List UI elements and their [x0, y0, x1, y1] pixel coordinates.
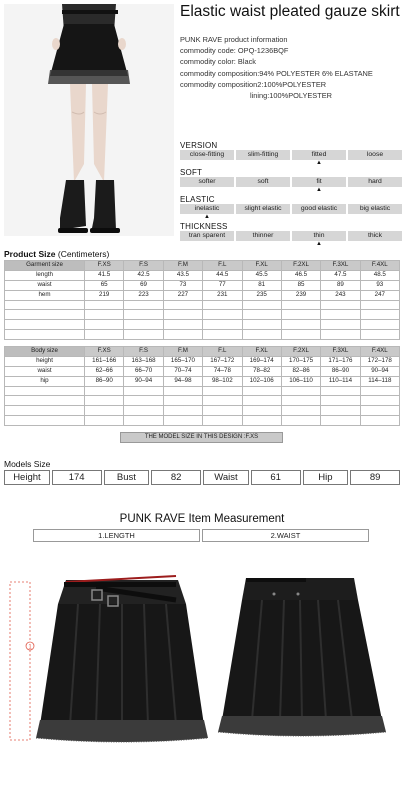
model-measure-label: Height [4, 470, 50, 485]
table-cell [5, 406, 85, 416]
table-cell [360, 300, 399, 310]
attr-marker-row [180, 214, 402, 222]
table-cell: 114–118 [360, 376, 399, 386]
table-cell [360, 310, 399, 320]
info-lining: lining:100%POLYESTER [250, 91, 333, 101]
table-row [5, 330, 400, 340]
table-header-cell: F.M [163, 261, 202, 271]
body-size-table [4, 346, 400, 426]
table-cell [124, 310, 163, 320]
garment-size-table [4, 260, 400, 340]
model-photo [4, 4, 174, 236]
table-cell: 86–90 [85, 376, 124, 386]
table-cell [85, 416, 124, 426]
table-cell: 98–102 [203, 376, 242, 386]
table-cell [163, 320, 202, 330]
product-size-unit: (Centimeters) [57, 249, 110, 259]
table-cell: 62–66 [85, 366, 124, 376]
table-row [5, 270, 400, 280]
table-row [5, 280, 400, 290]
table-row [5, 416, 400, 426]
table-cell: 170–175 [281, 356, 320, 366]
measurement-length: 1.LENGTH [33, 529, 200, 542]
table-cell [242, 386, 281, 396]
table-cell: 48.5 [360, 270, 399, 280]
table-cell [321, 300, 360, 310]
table-cell [85, 310, 124, 320]
attr-title: ELASTIC [180, 195, 215, 204]
table-cell: waist [5, 280, 85, 290]
table-cell: 41.5 [85, 270, 124, 280]
table-cell: 44.5 [203, 270, 242, 280]
table-cell [321, 310, 360, 320]
measurement-row [33, 529, 369, 542]
table-cell [321, 386, 360, 396]
table-cell [124, 330, 163, 340]
table-cell [163, 396, 202, 406]
table-cell [242, 406, 281, 416]
table-cell: 219 [85, 290, 124, 300]
table-cell [281, 300, 320, 310]
length-marker-label: 1 [28, 644, 32, 651]
attr-option: tran sparent [180, 231, 234, 241]
table-cell [281, 396, 320, 406]
attr-option: inelastic [180, 204, 234, 214]
selected-marker: ▲ [316, 187, 322, 193]
measurement-waist: 2.WAIST [202, 529, 369, 542]
table-cell: 89 [321, 280, 360, 290]
table-cell [85, 320, 124, 330]
skirt-drawings [0, 560, 404, 795]
table-row [5, 356, 400, 366]
skirt-front [36, 576, 208, 742]
attr-option: slim-fitting [236, 150, 290, 160]
table-cell [203, 330, 242, 340]
table-row [5, 310, 400, 320]
table-cell [124, 416, 163, 426]
attr-option: thick [348, 231, 402, 241]
table-cell [163, 300, 202, 310]
attr-title: SOFT [180, 168, 203, 177]
length-guide [10, 582, 30, 740]
table-cell: 235 [242, 290, 281, 300]
attr-option: soft [236, 177, 290, 187]
table-cell: 45.5 [242, 270, 281, 280]
table-cell: 47.5 [321, 270, 360, 280]
selected-marker: ▲ [204, 214, 210, 220]
table-cell [85, 406, 124, 416]
table-cell: 227 [163, 290, 202, 300]
table-cell: waist [5, 366, 85, 376]
table-cell [124, 386, 163, 396]
table-row [5, 366, 400, 376]
model-measure-value: 61 [251, 470, 301, 485]
table-cell [5, 330, 85, 340]
table-cell [360, 320, 399, 330]
table-cell: 69 [124, 280, 163, 290]
table-header-row [5, 261, 400, 271]
table-cell [203, 310, 242, 320]
table-cell: 223 [124, 290, 163, 300]
model-measure-label: Hip [303, 470, 349, 485]
table-header-cell: F.L [203, 347, 242, 357]
attr-option: slight elastic [236, 204, 290, 214]
table-cell [203, 416, 242, 426]
table-cell: 93 [360, 280, 399, 290]
table-cell: hem [5, 290, 85, 300]
table-cell [242, 310, 281, 320]
table-cell [85, 330, 124, 340]
table-row [5, 290, 400, 300]
table-cell: 90–94 [360, 366, 399, 376]
table-cell: 243 [321, 290, 360, 300]
attr-option: good elastic [292, 204, 346, 214]
table-cell [163, 386, 202, 396]
selected-marker: ▲ [316, 241, 322, 247]
table-cell [242, 416, 281, 426]
model-measure-value: 82 [151, 470, 201, 485]
table-cell [124, 300, 163, 310]
attr-option: loose [348, 150, 402, 160]
table-cell: 247 [360, 290, 399, 300]
attr-option: hard [348, 177, 402, 187]
table-cell [360, 396, 399, 406]
table-cell: 165–170 [163, 356, 202, 366]
info-color: commodity color: Black [180, 57, 256, 67]
table-cell [321, 416, 360, 426]
measurement-title: PUNK RAVE Item Measurement [119, 513, 285, 525]
product-size-label: Product Size [4, 249, 56, 259]
table-cell [281, 330, 320, 340]
attr-option: softer [180, 177, 234, 187]
table-cell [5, 310, 85, 320]
table-cell: 81 [242, 280, 281, 290]
table-header-row [5, 347, 400, 357]
table-cell [85, 386, 124, 396]
table-row [5, 300, 400, 310]
models-size-heading: Models Size [4, 459, 51, 469]
attr-options [180, 204, 402, 214]
table-header-cell: F.XS [85, 347, 124, 357]
table-row [5, 406, 400, 416]
table-cell [281, 406, 320, 416]
skirt-measurement-images [0, 560, 404, 795]
table-header-cell: F.4XL [360, 261, 399, 271]
table-cell: 46.5 [281, 270, 320, 280]
model-size-note: THE MODEL SIZE IN THIS DESIGN :F.XS [120, 432, 283, 443]
table-cell: 161–166 [85, 356, 124, 366]
table-cell [281, 310, 320, 320]
table-cell: 94–98 [163, 376, 202, 386]
info-composition2: commodity composition2:100%POLYESTER [180, 79, 327, 89]
attr-option: fitted [292, 150, 346, 160]
table-cell: 77 [203, 280, 242, 290]
table-cell [163, 310, 202, 320]
table-cell: 172–178 [360, 356, 399, 366]
table-header-cell: Body size [5, 347, 85, 357]
table-cell [5, 416, 85, 426]
table-cell: 171–176 [321, 356, 360, 366]
table-row [5, 320, 400, 330]
table-cell [203, 396, 242, 406]
attr-title: THICKNESS [180, 222, 228, 231]
table-cell [85, 300, 124, 310]
table-cell [85, 396, 124, 406]
table-cell [281, 416, 320, 426]
table-cell: 42.5 [124, 270, 163, 280]
table-cell [242, 300, 281, 310]
table-cell [281, 386, 320, 396]
model-measure-value: 89 [350, 470, 400, 485]
models-size-row [4, 470, 400, 485]
table-cell [321, 406, 360, 416]
table-row [5, 386, 400, 396]
attribute-scales [180, 141, 402, 249]
info-composition: commodity composition:94% POLYESTER 6% ELASTANE [180, 68, 373, 78]
selected-marker: ▲ [316, 160, 322, 166]
table-cell: 102–106 [242, 376, 281, 386]
table-cell: 73 [163, 280, 202, 290]
table-cell: 85 [281, 280, 320, 290]
table-cell: 167–172 [203, 356, 242, 366]
table-cell [360, 386, 399, 396]
product-size-heading [4, 249, 109, 259]
table-header-cell: F.XS [85, 261, 124, 271]
info-code: commodity code: OPQ-1236BQF [180, 46, 289, 56]
table-cell [163, 406, 202, 416]
table-header-cell: F.S [124, 347, 163, 357]
model-photo-drawing [4, 4, 174, 236]
table-cell [124, 406, 163, 416]
table-cell [203, 386, 242, 396]
table-row [5, 396, 400, 406]
table-cell: 86–90 [321, 366, 360, 376]
table-cell: 70–74 [163, 366, 202, 376]
table-cell [321, 330, 360, 340]
table-header-cell: F.S [124, 261, 163, 271]
product-header [0, 0, 404, 247]
table-cell: 110–114 [321, 376, 360, 386]
table-cell: 66–70 [124, 366, 163, 376]
table-cell [203, 320, 242, 330]
table-cell [242, 320, 281, 330]
table-cell: 106–110 [281, 376, 320, 386]
table-header-cell: F.2XL [281, 347, 320, 357]
table-cell [242, 396, 281, 406]
table-cell: 169–174 [242, 356, 281, 366]
attr-options [180, 231, 402, 241]
table-cell: 231 [203, 290, 242, 300]
table-cell: height [5, 356, 85, 366]
table-row [5, 376, 400, 386]
table-cell [163, 416, 202, 426]
product-info [180, 4, 402, 101]
model-measure-value: 174 [52, 470, 102, 485]
table-cell [360, 406, 399, 416]
table-cell [321, 396, 360, 406]
table-cell: 43.5 [163, 270, 202, 280]
table-cell [5, 396, 85, 406]
table-cell [203, 406, 242, 416]
table-cell [124, 396, 163, 406]
table-cell: 82–86 [281, 366, 320, 376]
table-cell [242, 330, 281, 340]
table-cell: 65 [85, 280, 124, 290]
info-brand: PUNK RAVE product information [180, 35, 288, 44]
table-cell [360, 416, 399, 426]
product-info-list [180, 34, 402, 101]
table-cell: hip [5, 376, 85, 386]
attr-options [180, 177, 402, 187]
table-header-cell: F.L [203, 261, 242, 271]
table-cell [163, 330, 202, 340]
table-header-cell: Garment size [5, 261, 85, 271]
skirt-back [218, 578, 386, 736]
table-cell [124, 320, 163, 330]
attr-marker-row [180, 187, 402, 195]
attr-option: thinner [236, 231, 290, 241]
attr-title: VERSION [180, 141, 218, 150]
table-header-cell: F.2XL [281, 261, 320, 271]
table-cell [5, 320, 85, 330]
table-cell [203, 300, 242, 310]
attr-option: thin [292, 231, 346, 241]
table-cell: 90–94 [124, 376, 163, 386]
table-header-cell: F.3XL [321, 347, 360, 357]
table-header-cell: F.3XL [321, 261, 360, 271]
model-measure-label: Waist [203, 470, 249, 485]
table-cell [281, 320, 320, 330]
table-cell: length [5, 270, 85, 280]
attr-marker-row [180, 241, 402, 249]
table-cell: 78–82 [242, 366, 281, 376]
table-cell [360, 330, 399, 340]
table-cell: 239 [281, 290, 320, 300]
table-cell [5, 300, 85, 310]
attr-option: big elastic [348, 204, 402, 214]
attr-option: close-fitting [180, 150, 234, 160]
table-cell: 74–78 [203, 366, 242, 376]
attr-option: fit [292, 177, 346, 187]
table-header-cell: F.XL [242, 347, 281, 357]
model-measure-label: Bust [104, 470, 150, 485]
attr-options [180, 150, 402, 160]
table-cell [5, 386, 85, 396]
table-cell: 163–168 [124, 356, 163, 366]
table-cell [321, 320, 360, 330]
table-header-cell: F.XL [242, 261, 281, 271]
attr-marker-row [180, 160, 402, 168]
product-title: Elastic waist pleated gauze skirt [180, 3, 400, 20]
table-header-cell: F.M [163, 347, 202, 357]
table-header-cell: F.4XL [360, 347, 399, 357]
